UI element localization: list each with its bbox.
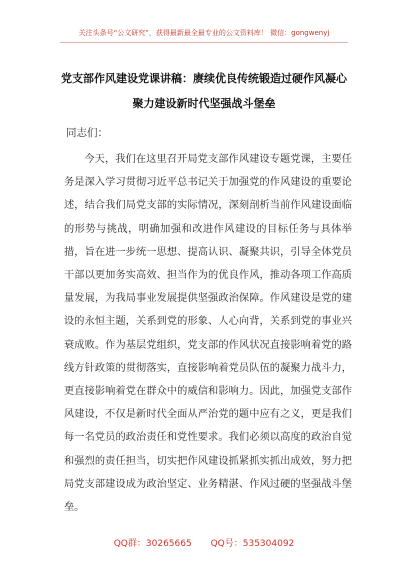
document-title: 党支部作风建设党课讲稿：赓续优良传统锻造过硬作风凝心聚力建设新时代坚强战斗堡垒	[61, 72, 347, 110]
header-divider	[60, 42, 348, 43]
page-footer	[0, 536, 408, 549]
footer-qq-group: QQ群：30265665	[113, 539, 192, 549]
footer-qq-number: QQ号：535304092	[210, 539, 295, 549]
salutation: 同志们：	[66, 127, 108, 139]
body-paragraph: 今天，我们在这里召开局党支部作风建设专题党课，主要任务是深入学习贯彻习近平总书记关于加强党的作风建设的重要论述，结合我们局党支部的实际情况，深刻剖析当前作风建设面临的形势与挑战，明确加强和改进作风建设的目标任务与具体举措，旨在进一步统一思想、提高认识、凝聚共识，引导全体党员干部以更加务实高效、担当作为的优良作风，推动各项工作高质量发展，为我局事业发展提供坚强政治保障。作风建设是党的建设的永恒主题，关系到党的形象、人心向背，关系到党的事业兴衰成败。作为基层党组织，党支部的作风状况直接影响着党的路线方针政策的贯彻落实，直接影响着党员队伍的凝聚力战斗力，更直接影响着党在群众中的威信和影响力。因此，加强党支部作风建设，不仅是新时代全面从严治党的题中应有之义，更是我们每一名党员的政治责任和党性要求。我们必须以高度的政治自觉和强烈的责任担当，切实把作风建设抓紧抓实抓出成效，努力把局党支部建设成为政治坚定、业务精湛、作风过硬的坚强战斗堡垒。	[64, 154, 352, 514]
page-header-banner: 关注头条号“公文研究”，获得最新最全最专业的公文资料库！ 微信：gongwenyj	[78, 29, 330, 37]
